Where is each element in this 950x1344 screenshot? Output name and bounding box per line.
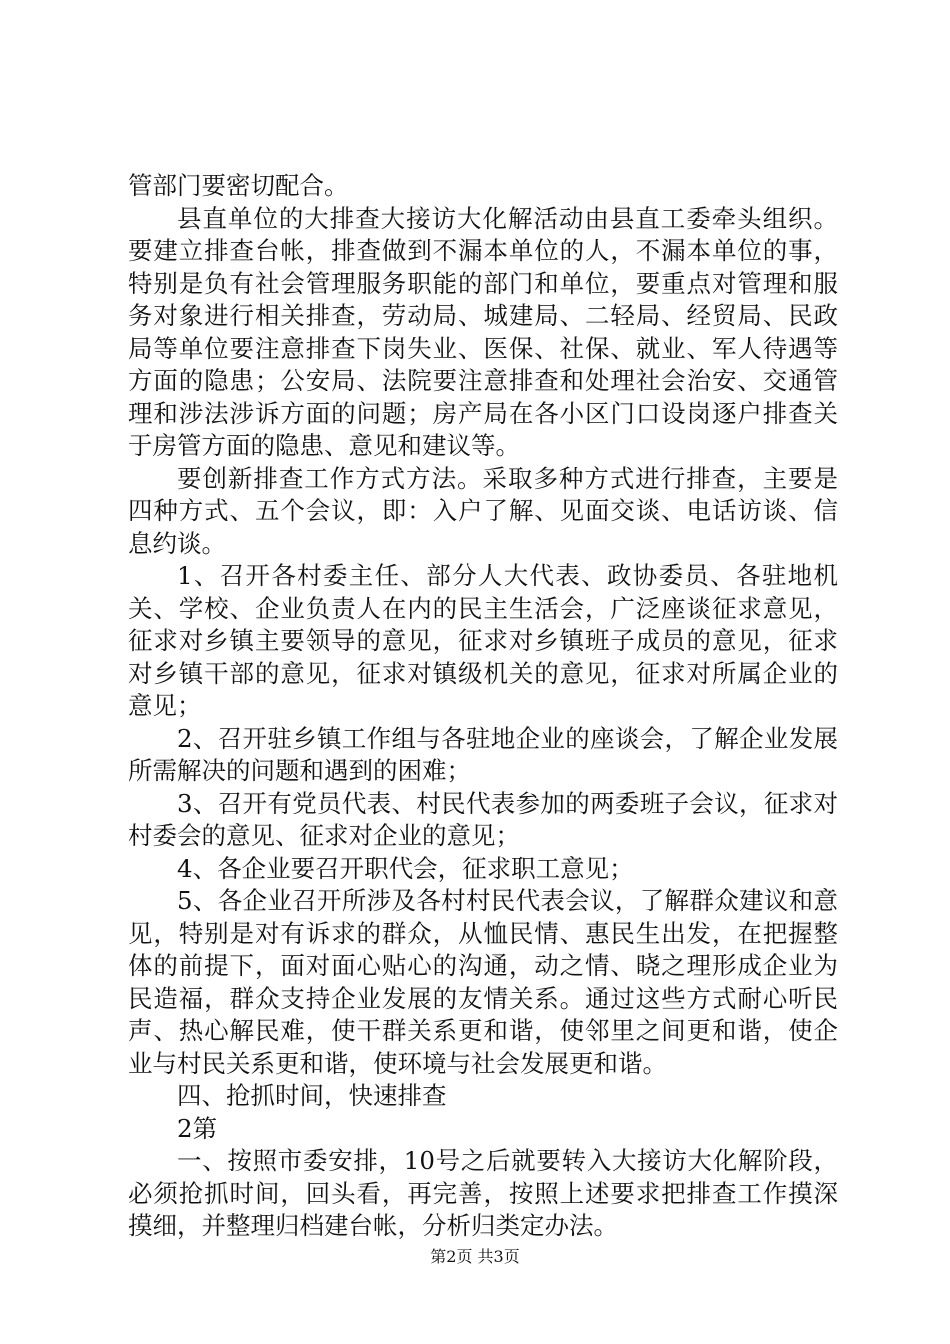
paragraph-1: 管部门要密切配合。 — [128, 171, 349, 200]
paragraph-5: 2、召开驻乡镇工作组与各驻地企业的座谈会，了解企业发展所需解决的问题和遇到的困难； — [128, 723, 838, 785]
paragraph-7: 4、各企业要召开职代会，征求职工意见； — [177, 853, 634, 883]
page-number-footer: 第2页 共3页 — [430, 1247, 520, 1266]
paragraph-10: 2第 — [177, 1113, 218, 1143]
paragraph-8: 5、各企业召开所涉及各村村民代表会议，了解群众建议和意见，特别是对有诉求的群众，从恤民情、惠民生出发，在把握整体的前提下，面对面心贴心的沟通，动之情、晓之理形成企业为民造福，群众支持企业发展的友情关系。通过这些方式耐心听民声、热心解民难，使干群关系更和谐，使邻里之间更和谐，使企业与村民关系更和谐，使环境与社会发展更和谐。 — [128, 886, 838, 1078]
section-heading: 四、抢抓时间，快速排查 — [177, 1081, 447, 1110]
document-body — [128, 170, 838, 1243]
paragraph-4: 1、召开各村委主任、部分人大代表、政协委员、各驻地机关、学校、企业负责人在内的民主生活会，广泛座谈征求意见，征求对乡镇主要领导的意见，征求对乡镇班子成员的意见，征求对乡镇干部的意见，征求对镇级机关的意见，征求对所属企业的意见； — [128, 561, 838, 720]
paragraph-2: 县直单位的大排查大接访大化解活动由县直工委牵头组织。要建立排查台帐，排查做到不漏本单位的人，不漏本单位的事，特别是负有社会管理服务职能的部门和单位，要重点对管理和服务对象进行相关排查，劳动局、城建局、二轻局、经贸局、民政局等单位要注意排查下岗失业、医保、社保、就业、军人待遇等方面的隐患；公安局、法院要注意排查和处理社会治安、交通管理和涉法涉诉方面的问题；房产局在各小区门口设岗逐户排查关于房管方面的隐患、意见和建议等。 — [128, 203, 838, 460]
paragraph-11: 一、按照市委安排，10号之后就要转入大接访大化解阶段，必须抢抓时间，回头看，再完善，按照上述要求把排查工作摸深摸细，并整理归档建台帐，分析归类定办法。 — [128, 1146, 838, 1240]
paragraph-6: 3、召开有党员代表、村民代表参加的两委班子会议，征求对村委会的意见、征求对企业的意见； — [128, 788, 838, 850]
paragraph-3: 要创新排查工作方式方法。采取多种方式进行排查，主要是四种方式、五个会议，即：入户了解、见面交谈、电话访谈、信息约谈。 — [128, 463, 838, 558]
